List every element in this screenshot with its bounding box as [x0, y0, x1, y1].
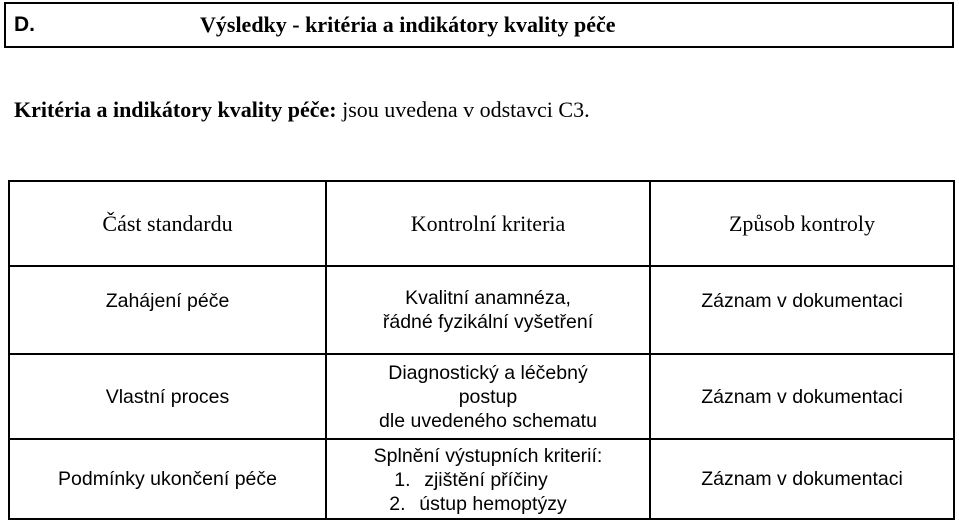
table-row-2-part: Vlastní proces — [105, 385, 230, 408]
list-text: ústup hemoptýzy — [419, 493, 567, 515]
intro-text: jsou uvedena v odstavci C3. — [336, 97, 590, 122]
table-row-3-part: Podmínky ukončení péče — [58, 468, 277, 490]
column-header-method: Způsob kontroly — [728, 210, 876, 236]
criteria-list-item — [394, 468, 548, 492]
intro-paragraph — [14, 97, 590, 123]
standards-table — [8, 180, 955, 520]
section-header — [4, 2, 954, 48]
column-header-criteria: Kontrolní kriteria — [410, 210, 566, 236]
criteria-line: postup — [458, 385, 518, 408]
criteria-heading: Splnění výstupních kriterií: — [373, 445, 603, 467]
list-number: 1. — [394, 469, 411, 491]
column-header-part: Část standardu — [102, 210, 233, 236]
table-row-1-part: Zahájení péče — [105, 290, 230, 312]
criteria-line: Kvalitní anamnéza, — [405, 287, 571, 309]
table-row-3-criteria — [327, 440, 649, 520]
criteria-list-item — [389, 492, 566, 516]
section-title: Výsledky - kritéria a indikátory kvality péče — [200, 12, 616, 37]
criteria-line: Diagnostický a léčebný — [388, 361, 588, 384]
list-text: zjištění příčiny — [424, 469, 548, 491]
list-number: 2. — [389, 493, 406, 515]
criteria-line: dle uvedeného schematu — [379, 409, 597, 432]
criteria-line: řádné fyzikální vyšetření — [382, 311, 594, 333]
table-row-2-method: Záznam v dokumentaci — [701, 385, 903, 408]
intro-bold-label: Kritéria a indikátory kvality péče: — [14, 97, 337, 122]
table-row-1-criteria — [327, 267, 649, 353]
table-row-3-method: Záznam v dokumentaci — [701, 468, 903, 490]
section-letter: D. — [14, 13, 35, 36]
table-row-1-method: Záznam v dokumentaci — [701, 290, 903, 312]
table-row-2-criteria — [327, 355, 649, 438]
